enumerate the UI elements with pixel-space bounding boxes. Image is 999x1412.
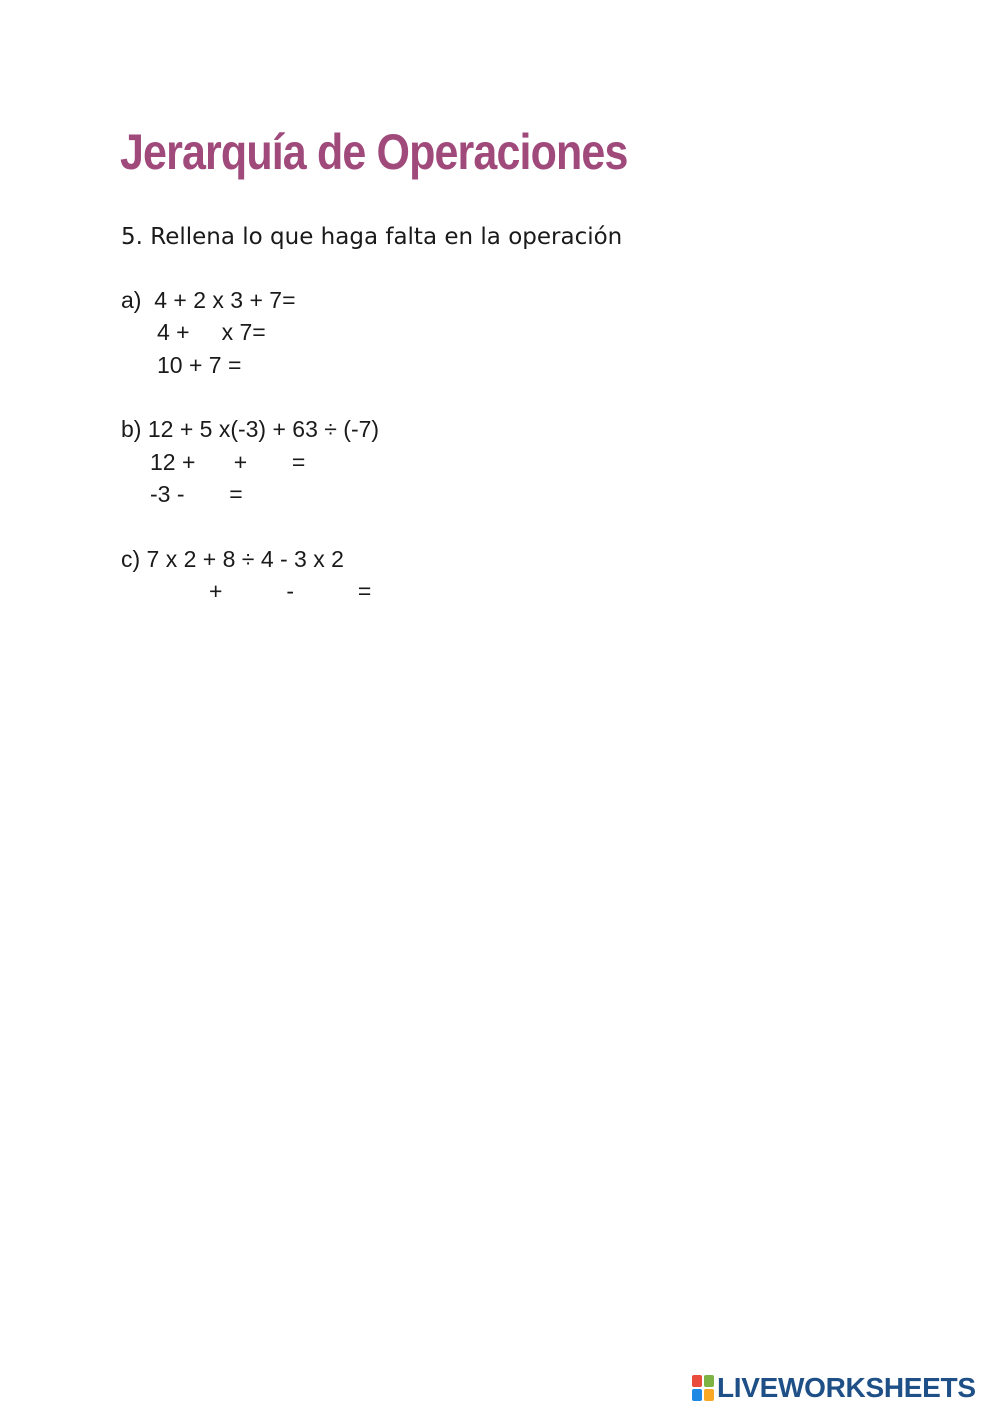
exercise-a-line-2: 4 + x 7= bbox=[157, 319, 266, 345]
liveworksheets-logo-icon bbox=[692, 1375, 714, 1401]
exercise-c-blank-2[interactable] bbox=[235, 580, 265, 604]
exercise-b-blank-4[interactable] bbox=[196, 483, 226, 507]
logo-square-red bbox=[692, 1375, 702, 1387]
logo-square-green bbox=[704, 1375, 714, 1387]
exercise-b-blank-5[interactable] bbox=[252, 483, 282, 507]
exercise-a-line-1: a) 4 + 2 x 3 + 7= bbox=[121, 287, 296, 313]
logo-wordmark: LIVEWORKSHEETS bbox=[717, 1372, 976, 1403]
exercise-b-blank-2[interactable] bbox=[250, 451, 280, 475]
exercise-a-blank-1[interactable] bbox=[192, 321, 222, 345]
exercise-b-line-1: b) 12 + 5 x(-3) + 63 ÷ (-7) bbox=[121, 416, 380, 442]
exercise-b-blank-3[interactable] bbox=[305, 451, 335, 475]
exercise-b-line-3: -3 - = bbox=[150, 481, 243, 507]
exercise-c-line-1: c) 7 x 2 + 8 ÷ 4 - 3 x 2 bbox=[121, 546, 344, 572]
exercise-b-line-2: 12 + + = bbox=[150, 449, 306, 475]
exercise-a-line-3: 10 + 7 = bbox=[157, 352, 242, 378]
exercise-b-blank-1[interactable] bbox=[198, 451, 228, 475]
exercise-c-blank-3[interactable] bbox=[312, 580, 342, 604]
logo-square-blue bbox=[692, 1389, 702, 1401]
exercise-c-blank-1[interactable] bbox=[150, 580, 180, 604]
exercise-c-blank-4[interactable] bbox=[390, 580, 420, 604]
logo-square-yellow bbox=[704, 1389, 714, 1401]
worksheet-title: Jerarquía de Operaciones bbox=[120, 124, 628, 180]
exercise-instruction: 5. Rellena lo que haga falta en la operación bbox=[121, 224, 623, 250]
exercise-c-line-2: + - = bbox=[209, 578, 372, 604]
liveworksheets-logo bbox=[692, 1371, 976, 1405]
